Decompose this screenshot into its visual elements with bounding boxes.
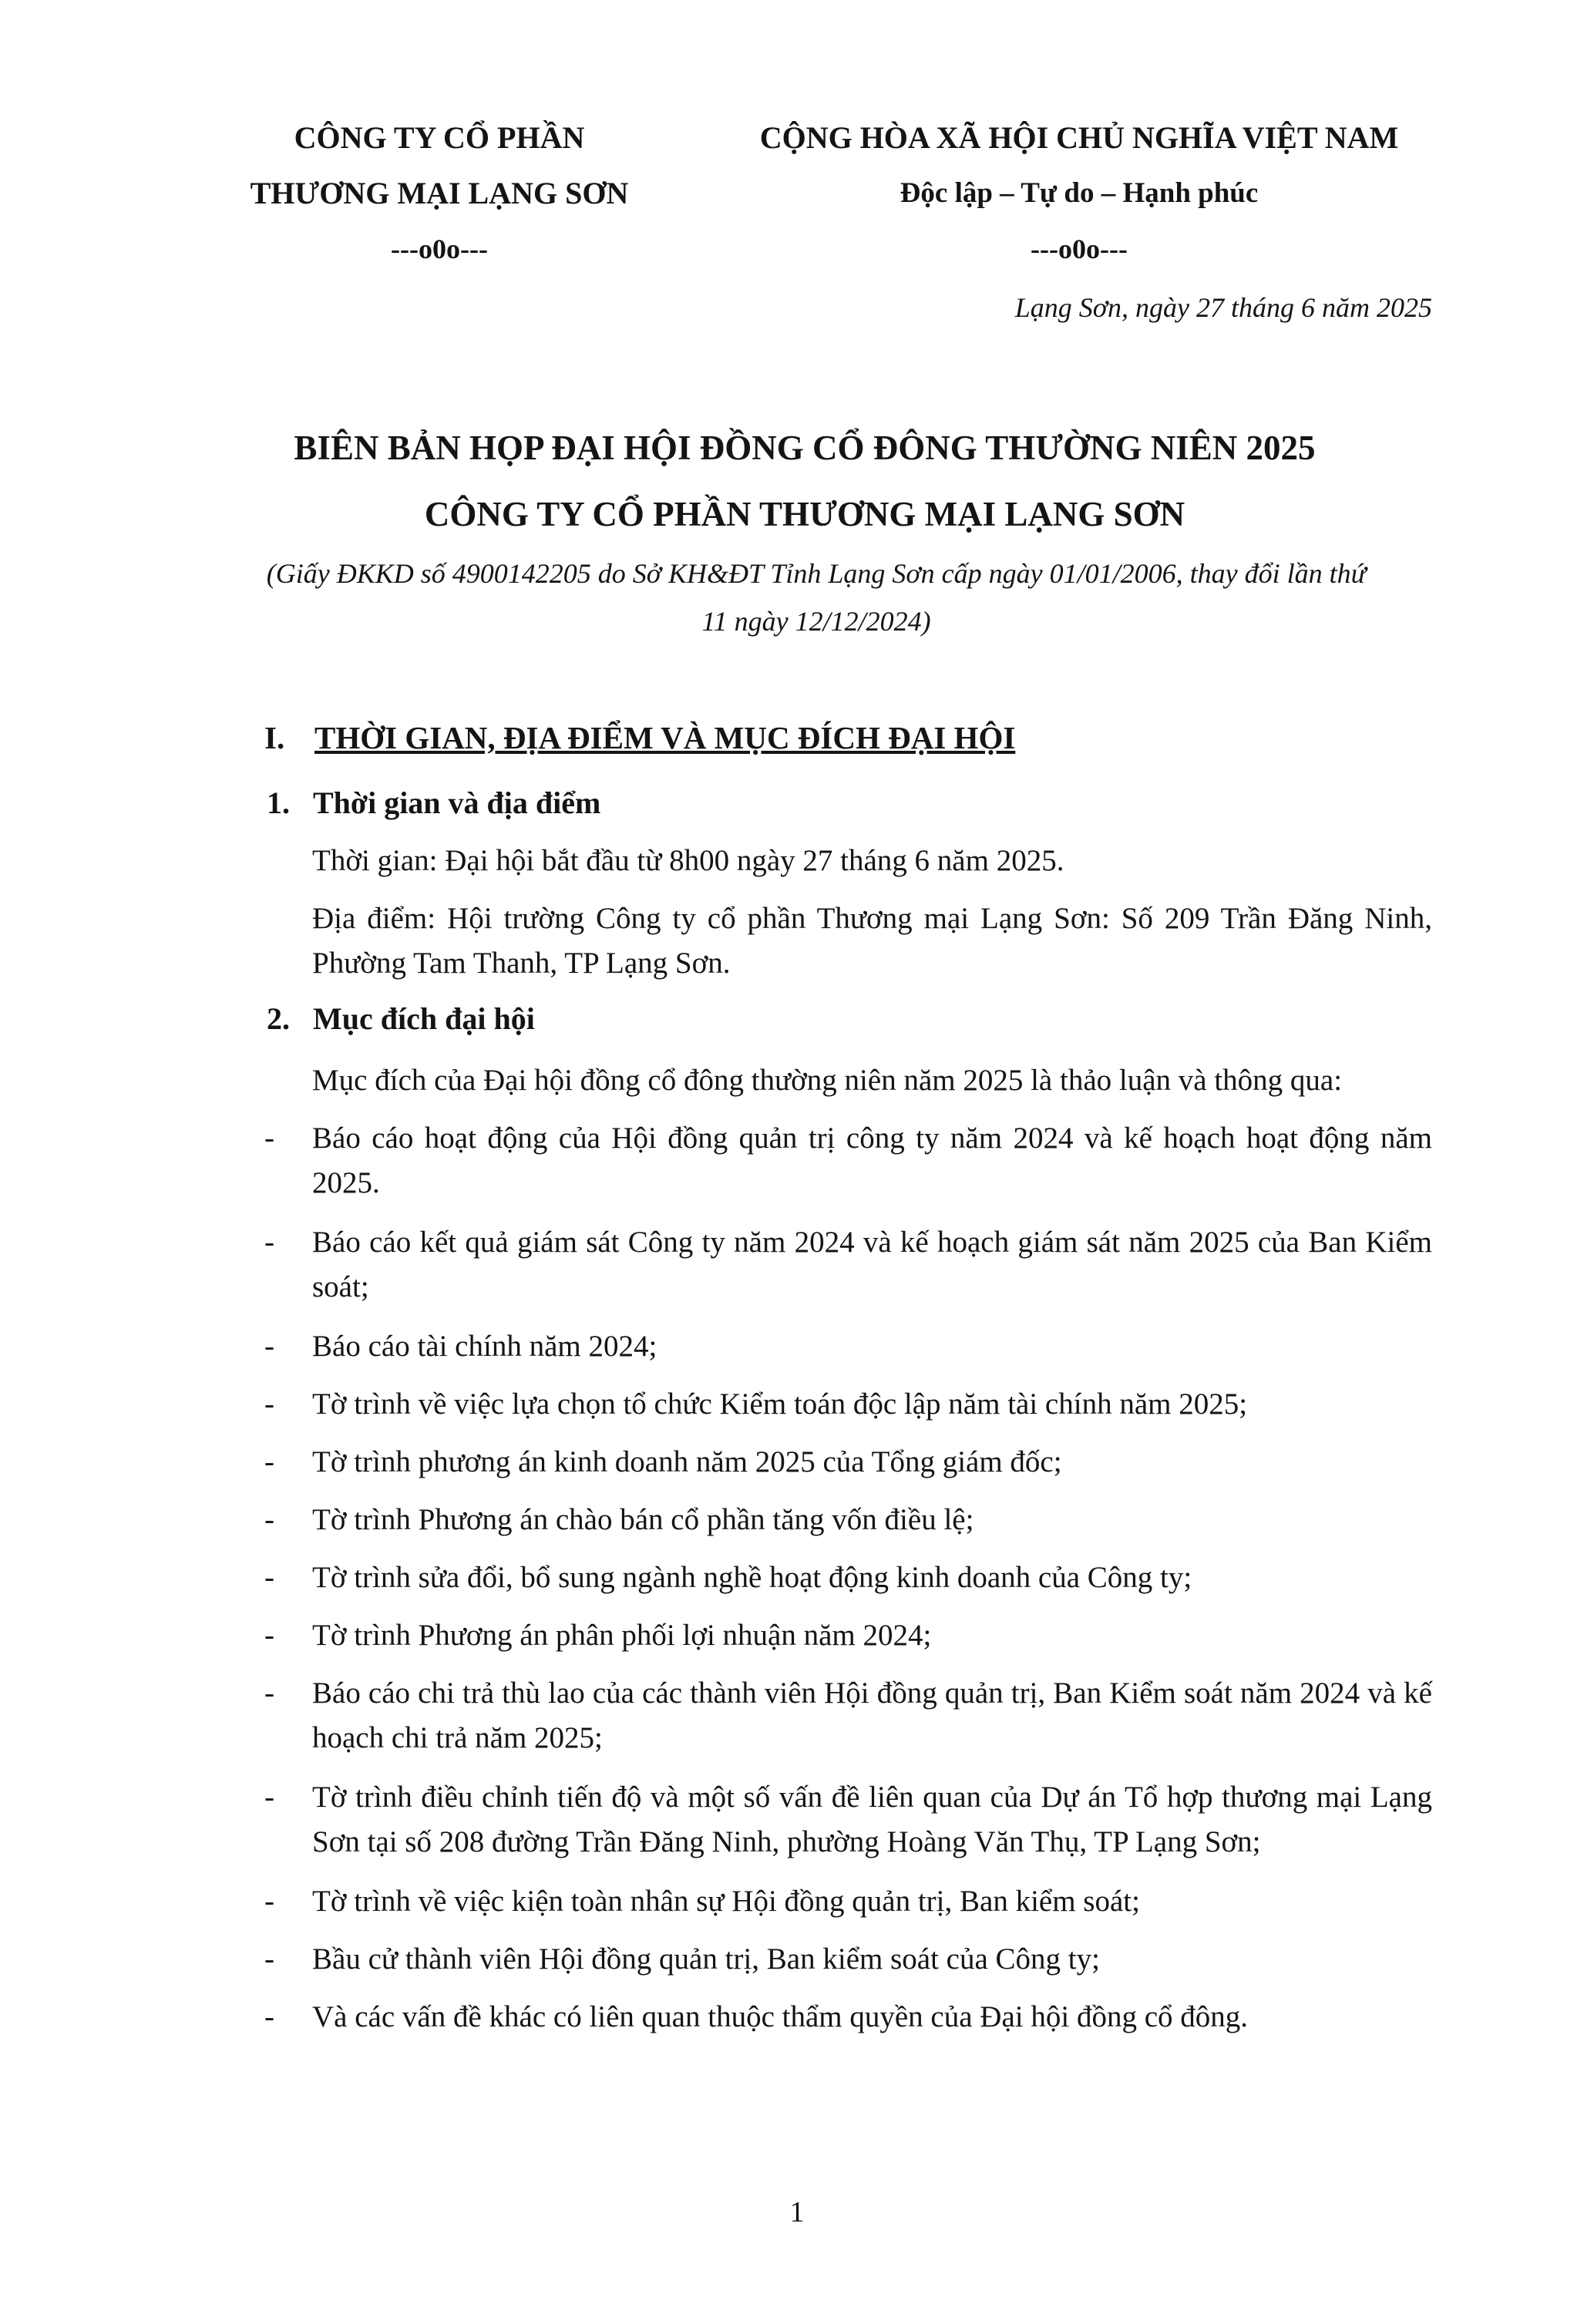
purpose-intro: Mục đích của Đại hội đồng cổ đông thường niên năm 2025 là thảo luận và thông qua: [312,1064,1343,1097]
list-dash: - [264,1122,274,1155]
list-item-text: Bầu cử thành viên Hội đồng quản trị, Ban kiểm soát của Công ty; [312,1942,1100,1976]
section-number: I. [264,720,285,755]
subsection-number: 1. [267,785,290,820]
list-item-text: Báo cáo chi trả thù lao của các thành viên Hội đồng quản trị, Ban Kiểm soát năm 2024 và kế hoạch chi trả năm 2025; [312,1677,1432,1754]
list-item [264,1671,1432,1761]
list-item [264,1220,1432,1310]
list-item [264,1775,1432,1865]
document-title [154,415,1455,547]
list-item-text: Và các vấn đề khác có liên quan thuộc thẩm quyền của Đại hội đồng cổ đông. [312,2000,1249,2033]
list-item [264,1382,1432,1427]
list-dash: - [264,1561,274,1594]
list-item [264,1324,1432,1369]
list-item-text: Báo cáo kết quả giám sát Công ty năm 2024 và kế hoạch giám sát năm 2025 của Ban Kiểm soát; [312,1226,1432,1303]
list-dash: - [264,1885,274,1918]
list-item [264,1116,1432,1206]
title-line2: CÔNG TY CỔ PHẦN THƯƠNG MẠI LẠNG SƠN [424,495,1185,533]
subsection-title: Mục đích đại hội [313,1001,535,1036]
list-item [264,1995,1432,2040]
list-item-text: Báo cáo tài chính năm 2024; [312,1330,657,1363]
list-dash: - [264,1942,274,1976]
subsection-number: 2. [267,1001,290,1036]
list-item-text: Tờ trình về việc lựa chọn tổ chức Kiểm toán độc lập năm tài chính năm 2025; [312,1387,1248,1421]
list-dash: - [264,1677,274,1710]
list-item-text: Tờ trình sửa đổi, bổ sung ngành nghề hoạt động kinh doanh của Công ty; [312,1561,1192,1594]
list-dash: - [264,1619,274,1652]
national-separator: ---o0o--- [1031,234,1128,264]
list-item-text: Tờ trình phương án kinh doanh năm 2025 của Tổng giám đốc; [312,1445,1062,1478]
list-item-text: Tờ trình về việc kiện toàn nhân sự Hội đồng quản trị, Ban kiểm soát; [312,1885,1140,1918]
section-title: THỜI GIAN, ĐỊA ĐIỂM VÀ MỤC ĐÍCH ĐẠI HỘI [314,720,1016,755]
title-line1: BIÊN BẢN HỌP ĐẠI HỘI ĐỒNG CỔ ĐÔNG THƯỜNG NIÊN 2025 [294,429,1316,467]
list-item [264,1879,1432,1924]
list-item [264,1498,1432,1542]
section-heading [264,719,1015,756]
list-dash: - [264,1503,274,1536]
list-item [264,1555,1432,1600]
company-name-line1: CÔNG TY CỔ PHẦN [294,120,585,155]
list-item-text: Báo cáo hoạt động của Hội đồng quản trị công ty năm 2024 và kế hoạch hoạt động năm 2025. [312,1122,1432,1199]
list-dash: - [264,2000,274,2033]
registration-note [193,550,1440,645]
company-header [224,110,655,277]
subsection-heading-time [267,785,600,821]
date-line: Lạng Sơn, ngày 27 tháng 6 năm 2025 [1014,292,1432,323]
list-item-text: Tờ trình Phương án chào bán cổ phần tăng vốn điều lệ; [312,1503,974,1536]
location-paragraph: Địa điểm: Hội trường Công ty cổ phần Thương mại Lạng Sơn: Số 209 Trần Đăng Ninh, Phường Tam Thanh, TP Lạng Sơn. [312,902,1432,980]
subsection-heading-purpose [267,1001,535,1037]
national-motto: Độc lập – Tự do – Hạnh phúc [900,177,1259,209]
registration-line1: (Giấy ĐKKD số 4900142205 do Sở KH&ĐT Tỉnh Lạng Sơn cấp ngày 01/01/2006, thay đổi lần thứ [266,558,1367,589]
company-separator: ---o0o--- [391,234,488,264]
company-name-line2: THƯƠNG MẠI LẠNG SƠN [250,176,629,210]
list-dash: - [264,1781,274,1814]
page-number: 1 [789,2196,805,2228]
list-item-text: Tờ trình Phương án phân phối lợi nhuận năm 2024; [312,1619,932,1652]
subsection-title: Thời gian và địa điểm [313,785,601,820]
time-paragraph: Thời gian: Đại hội bắt đầu từ 8h00 ngày 27 tháng 6 năm 2025. [312,844,1064,877]
list-item-text: Tờ trình điều chỉnh tiến độ và một số vấn đề liên quan của Dự án Tổ hợp thương mại Lạng Sơn tại số 208 đường Trần Đăng Ninh, phường Hoàng Văn Thụ, TP Lạng Sơn; [312,1781,1432,1858]
list-dash: - [264,1445,274,1478]
list-dash: - [264,1330,274,1363]
list-item [264,1937,1432,1982]
list-item [264,1440,1432,1485]
list-dash: - [264,1226,274,1259]
national-title: CỘNG HÒA XÃ HỘI CHỦ NGHĨA VIỆT NAM [759,120,1399,155]
list-dash: - [264,1387,274,1421]
national-header [740,110,1418,277]
list-item [264,1613,1432,1658]
registration-line2: 11 ngày 12/12/2024) [701,606,931,637]
